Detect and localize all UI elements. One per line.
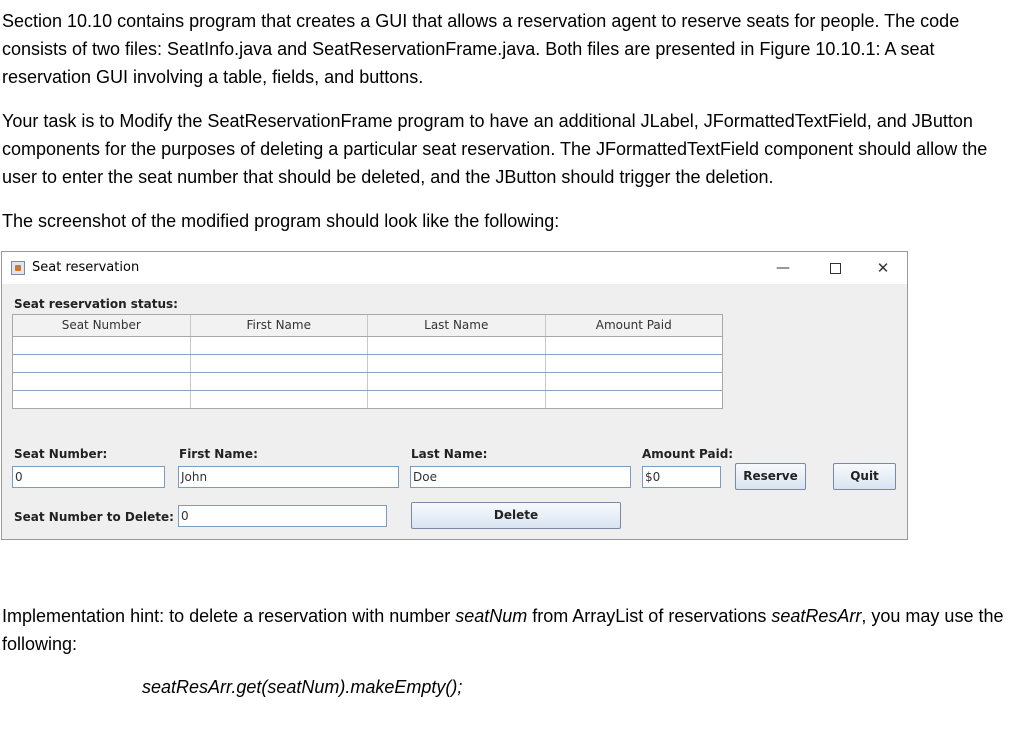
hint-var-seatresarr: seatResArr: [771, 606, 862, 626]
screenshot-caption: The screenshot of the modified program should look like the following:: [2, 211, 560, 231]
hint-prefix: Implementation hint: to delete a reservation with number: [2, 606, 456, 626]
hint-paragraph: [2, 602, 1018, 658]
first-name-label: First Name:: [179, 447, 258, 461]
seat-reservation-window: [1, 251, 908, 540]
java-app-icon: [11, 261, 25, 275]
hint-var-seatnum: seatNum: [455, 606, 528, 626]
first-name-field[interactable]: John: [178, 466, 399, 488]
minimize-icon[interactable]: —: [776, 260, 790, 276]
table-row[interactable]: [13, 373, 722, 391]
reserve-button[interactable]: Reserve: [735, 463, 806, 490]
delete-seat-label: Seat Number to Delete:: [14, 510, 174, 524]
column-first-name[interactable]: First Name: [191, 315, 369, 336]
delete-button[interactable]: Delete: [411, 502, 621, 529]
amount-paid-label: Amount Paid:: [642, 447, 734, 461]
column-seat-number[interactable]: Seat Number: [13, 315, 191, 336]
seat-number-label: Seat Number:: [14, 447, 108, 461]
task-paragraph: Your task is to Modify the SeatReservationFrame program to have an additional JLabel, JFormattedTextField, and JButton components for the purposes of deleting a particular seat reservation. The JFormattedTextField component should allow the user to enter the seat number that should be deleted, and the JButton should trigger the deletion.: [2, 111, 988, 187]
delete-seat-field[interactable]: 0: [178, 505, 387, 527]
last-name-label: Last Name:: [411, 447, 488, 461]
amount-paid-field[interactable]: $0: [642, 466, 721, 488]
table-header: [13, 315, 722, 337]
maximize-icon[interactable]: [825, 258, 845, 278]
table-row[interactable]: [13, 355, 722, 373]
column-amount-paid[interactable]: Amount Paid: [595, 318, 672, 332]
window-title: Seat reservation: [32, 260, 140, 275]
last-name-field[interactable]: Doe: [410, 466, 631, 488]
hint-mid: from ArrayList of reservations: [527, 606, 772, 626]
intro-paragraph: Section 10.10 contains program that creates a GUI that allows a reservation agent to reserve seats for people. The code consists of two files: SeatInfo.java and SeatReservationFrame.java. Both files are presented in Figure 10.10.1: A seat reservation GUI involving a table, fields, and buttons.: [2, 11, 960, 87]
close-icon[interactable]: ✕: [876, 259, 890, 277]
seat-number-field[interactable]: 0: [12, 466, 165, 488]
status-label: Seat reservation status:: [14, 297, 178, 311]
reservation-table[interactable]: [12, 314, 723, 409]
code-snippet: seatResArr.get(seatNum).makeEmpty();: [142, 677, 463, 697]
table-row[interactable]: [13, 391, 722, 408]
title-bar: [2, 252, 907, 284]
quit-button[interactable]: Quit: [833, 463, 896, 490]
table-row[interactable]: [13, 337, 722, 355]
column-last-name[interactable]: Last Name: [368, 315, 546, 336]
hint-suffix: , you may use the following:: [2, 606, 1004, 654]
